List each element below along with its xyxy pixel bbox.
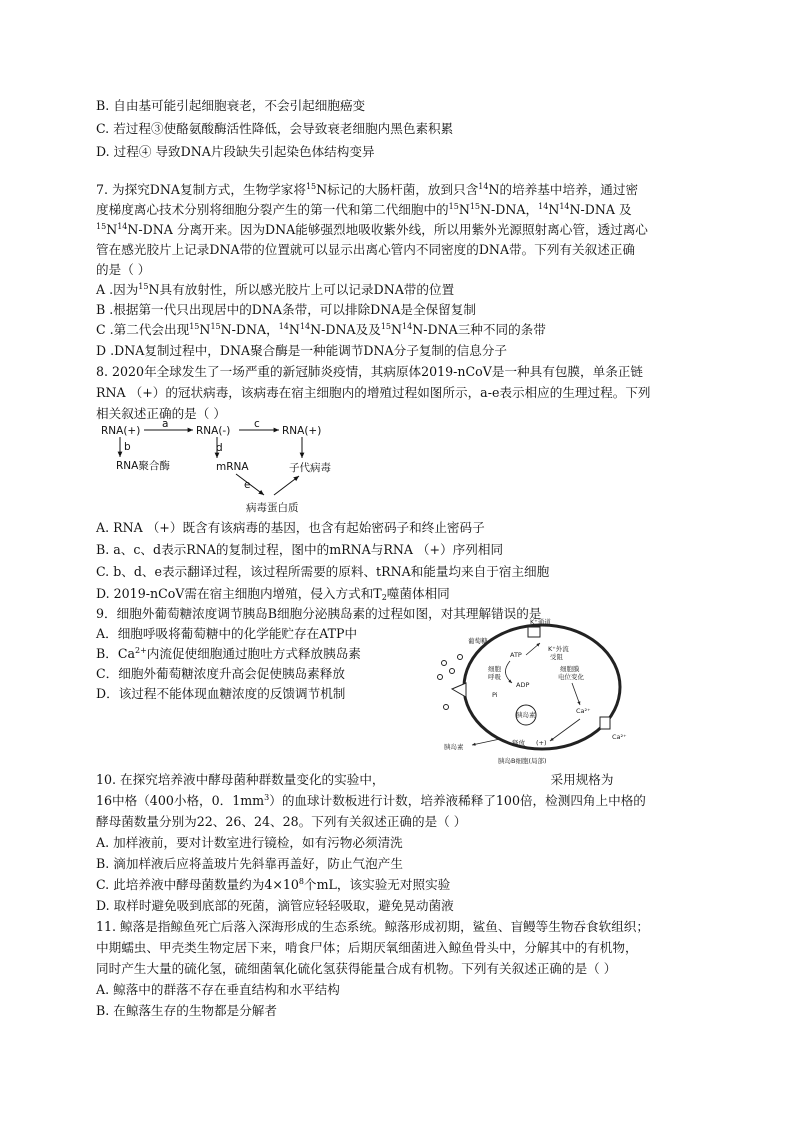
k-efflux-label-2: 受阻 <box>550 653 563 661</box>
q10-stem-line2: 16中格（400小格，0．$1mm^3$）的血球计数板进行计数，培养液稀释了100倍，检测四角上中格的 <box>96 793 646 808</box>
insulin-outside-label: 胰岛素 <box>444 743 464 751</box>
q10-stem-line1: 10. 在探究培养液中酵母菌种群数量变化的实验中， 采用规格为 <box>96 772 614 787</box>
q8-stem-line3: 相关叙述正确的是（ ） <box>96 406 226 421</box>
label-e: e <box>244 479 251 491</box>
q8-option-c: C. b、d、e表示翻译过程，该过程所需要的原料、tRNA和能量均来自于宿主细胞 <box>96 564 550 579</box>
atp-cycle-arrow <box>505 661 512 683</box>
calcium-inside-label: Ca²⁺ <box>576 707 591 715</box>
q7-stem-line4: 管在感光胶片上记录DNA带的位置就可以显示出离心管内不同密度的DNA带。下列有关叙述正确 <box>96 242 635 257</box>
plus-sign-label: (+) <box>536 739 547 747</box>
release-label: 释放 <box>512 739 525 747</box>
q8-stem-line1: 8. 2020年全球发生了一场严重的新冠肺炎疫情，其病原体2019-nCoV是一种具有包膜，单条正链 <box>96 364 643 379</box>
node-mrna: mRNA <box>216 461 249 473</box>
node-progeny-virus: 子代病毒 <box>289 462 331 474</box>
q7-stem-line5: 的是（ ） <box>96 262 151 277</box>
atp-label: ATP <box>510 651 522 659</box>
label-b: b <box>124 441 131 453</box>
q7-stem-line1: 7. 为探究DNA复制方式，生物学家将$^{15}$N标记的大肠杆菌，放到只含$^{14}$N的培养基中培养，通过密 <box>96 182 639 197</box>
arrow-protein-to-progeny <box>274 476 299 495</box>
glucose-molecule-icon <box>438 675 443 680</box>
virus-replication-diagram <box>96 420 396 516</box>
node-rna-plus-1: RNA(+) <box>101 425 141 437</box>
q7-option-b: B .根据第一代只出现居中的DNA条带，可以排除DNA是全保留复制 <box>96 302 476 317</box>
q10-option-b: B. 滴加样液后应将盖玻片先斜靠再盖好，防止气泡产生 <box>96 856 403 871</box>
k-channel-icon <box>528 627 540 637</box>
q10-option-d: D. 取样时避免吸到底部的死菌，滴管应轻轻吸取，避免晃动菌液 <box>96 898 454 913</box>
calcium-stimulus-arrow <box>550 719 580 741</box>
q11-stem-line2: 中期蠕虫、甲壳类生物定居下来，啃食尸体；后期厌氧细菌进入鲸鱼骨头中，分解其中的有机物， <box>96 940 638 955</box>
glucose-molecule-icon <box>458 655 463 660</box>
calcium-channel-icon <box>600 717 610 729</box>
k-channel-label: K⁺通道 <box>530 618 551 626</box>
potential-to-calcium-arrow <box>572 683 580 705</box>
q7-option-a: A .因为$^{15}$N具有放射性，所以感光胶片上可以记录DNA带的位置 <box>96 282 455 297</box>
label-a: a <box>162 420 169 430</box>
membrane-change-label-2: 电位变化 <box>558 673 584 681</box>
calcium-outside-label: Ca²⁺ <box>612 733 627 741</box>
q11-option-b: B. 在鲸落生存的生物都是分解者 <box>96 1003 277 1018</box>
node-rna-minus: RNA(-) <box>196 425 231 437</box>
q9-stem: 9．细胞外葡萄糖浓度调节胰岛B细胞分泌胰岛素的过程如图，对其理解错误的是 <box>96 606 542 621</box>
q11-stem-line1: 11. 鲸落是指鲸鱼死亡后落入深海形成的生态系统。鲸落形成初期，鲨鱼、盲鳗等生物吞食软组织； <box>96 919 649 934</box>
beta-cell-diagram <box>430 617 630 767</box>
q8-option-a: A. RNA （+）既含有该病毒的基因，也含有起始密码子和终止密码子 <box>96 520 485 535</box>
respiration-label: 细胞 <box>488 665 501 673</box>
glucose-label: 葡萄糖 <box>468 637 488 645</box>
q8-stem-line2: RNA （+）的冠状病毒，该病毒在宿主细胞内的增殖过程如图所示，a-e表示相应的生理过程。下列 <box>96 385 651 400</box>
q8-option-b: B. a、c、d表示RNA的复制过程，图中的mRNA与RNA （+）序列相同 <box>96 542 504 557</box>
q11-option-a: A. 鲸落中的群落不存在垂直结构和水平结构 <box>96 982 340 997</box>
node-rna-plus-2: RNA(+) <box>282 425 322 437</box>
q7-option-c: C .第二代会出现$^{15}N^{15}N$-DNA，$^{14}N^{14}N$-DNA及及$^{15}N^{14}N$-DNA三种不同的条带 <box>96 322 546 337</box>
glucose-transporter-icon <box>452 683 466 697</box>
q7-option-d: D .DNA复制过程中，DNA聚合酶是一种能调节DNA分子复制的信息分子 <box>96 343 507 358</box>
q9-option-d: D．该过程不能体现血糖浓度的反馈调节机制 <box>96 686 346 701</box>
cell-caption: 胰岛B细胞(局部) <box>498 757 547 765</box>
q9-option-c: C．细胞外葡萄糖浓度升高会促使胰岛素释放 <box>96 666 345 681</box>
adp-label: ADP <box>516 681 530 689</box>
insulin-vesicle-label: 胰岛素 <box>516 711 536 719</box>
respiration-label-2: 呼吸 <box>488 673 501 681</box>
node-viral-protein: 病毒蛋白质 <box>246 502 299 514</box>
q9-option-a: A．细胞呼吸将葡萄糖中的化学能贮存在ATP中 <box>96 626 358 641</box>
q7-stem-line3: $^{15}N^{14}N$-DNA 分离开来。因为DNA能够强烈地吸收紫外线，所以用紫外光源照射离心管，透过离心 <box>96 222 648 237</box>
insulin-secretion-arrow <box>472 739 500 745</box>
node-rna-polymerase: RNA聚合酶 <box>116 460 170 472</box>
label-c: c <box>254 420 260 430</box>
q10-option-c: C. 此培养液中酵母菌数量约为$4\times 10^8$个mL，该实验无对照实验 <box>96 877 451 892</box>
k-efflux-label: K⁺外流 <box>548 645 569 653</box>
q6-option-d: D. 过程④ 导致DNA片段缺失引起染色体结构变异 <box>96 144 375 159</box>
q11-stem-line3: 同时产生大量的硫化氢，硫细菌氧化硫化氢获得能量合成有机物。下列有关叙述正确的是（ ） <box>96 961 617 976</box>
glucose-molecule-icon <box>450 669 455 674</box>
pi-label: Pi <box>492 691 498 699</box>
q7-stem-line2: 度梯度离心技术分别将细胞分裂产生的第一代和第二代细胞中的$^{15}N^{15}N$-DNA，$^{14}N^{14}N$-DNA 及 <box>96 202 632 217</box>
q8-option-d: D. 2019-nCoV需在宿主细胞内增殖，侵入方式和$T_2$噬菌体相同 <box>96 586 450 602</box>
q6-option-b: B. 自由基可能引起细胞衰老，不会引起细胞癌变 <box>96 98 366 113</box>
glucose-molecule-icon <box>444 705 449 710</box>
glucose-molecule-icon <box>442 661 447 666</box>
membrane-change-label: 细胞膜 <box>560 665 580 673</box>
label-d: d <box>216 442 223 454</box>
atp-to-channel-arrow <box>526 643 540 655</box>
q10-stem-line3: 酵母菌数量分别为22、26、24、28。下列有关叙述正确的是（ ） <box>96 814 467 829</box>
q6-option-c: C. 若过程③使酪氨酸酶活性降低，会导致衰老细胞内黑色素积累 <box>96 121 454 136</box>
q9-option-b: B．$Ca^{2+}$内流促使细胞通过胞吐方式释放胰岛素 <box>96 646 361 661</box>
q10-option-a: A. 加样液前，要对计数室进行镜检，如有污物必须清洗 <box>96 835 403 850</box>
